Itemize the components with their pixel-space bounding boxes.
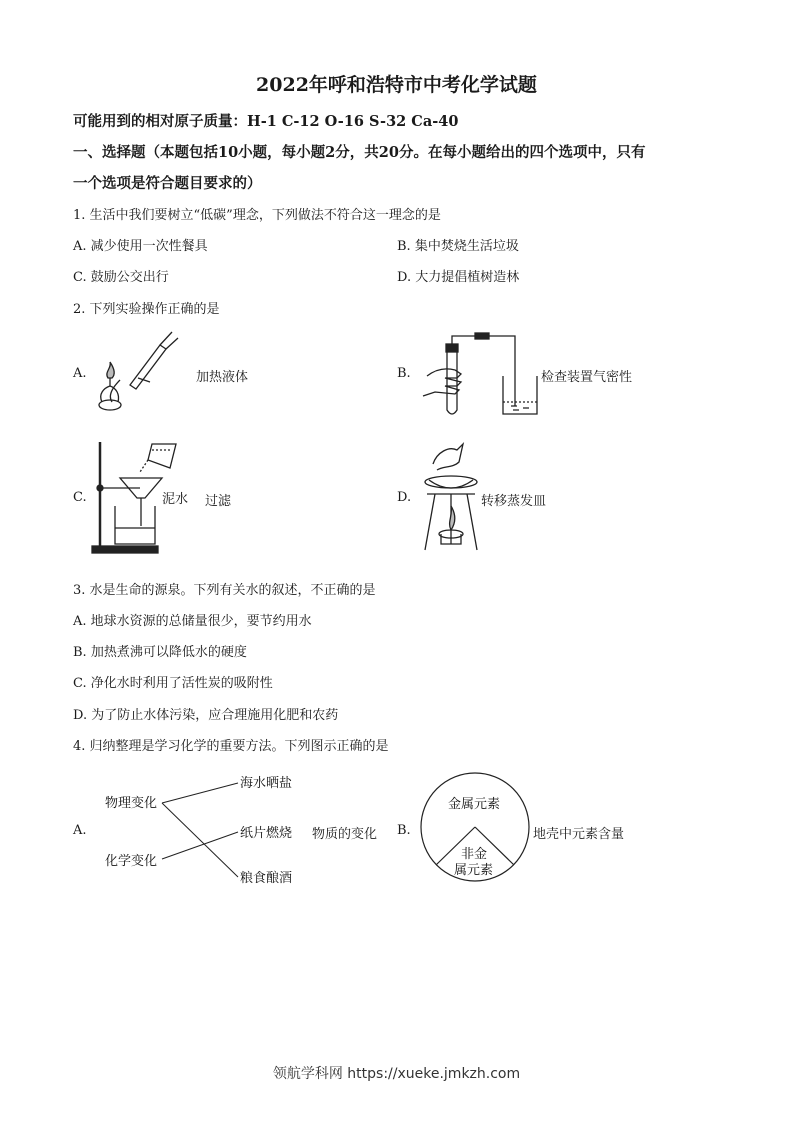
q4-caption-b: 地壳中元素含量 <box>533 827 625 842</box>
grain-brewing-label: 粮食酿酒 <box>240 871 293 886</box>
q3-option-b: B. 加热煮沸可以降低水的硬度 <box>73 645 247 660</box>
q1-option-a: A. 减少使用一次性餐具 <box>73 239 208 254</box>
physical-change-label: 物理变化 <box>105 796 158 811</box>
section-heading-line2: 一个选项是符合题目要求的） <box>73 175 262 192</box>
q2-stem: 2. 下列实验操作正确的是 <box>73 302 220 317</box>
section-heading-line1: 一、选择题（本题包括10小题，每小题2分，共20分。在每小题给出的四个选项中，只有 <box>73 144 646 161</box>
nonmetal-elements-label-line1: 非金 <box>461 847 488 862</box>
q2-caption-b: 检查装置气密性 <box>541 370 633 385</box>
nonmetal-elements-label-line2: 属元素 <box>454 863 494 878</box>
metal-elements-label: 金属元素 <box>448 797 501 812</box>
q2-caption-c: 过滤 <box>205 494 232 509</box>
mud-water-label: 泥水 <box>162 492 189 507</box>
filtration-diagram <box>90 436 200 556</box>
q2-option-d-letter: D. <box>397 490 412 505</box>
paper-burning-label: 纸片燃烧 <box>240 826 293 841</box>
q4-option-b-letter: B. <box>397 823 411 838</box>
q2-option-a-letter: A. <box>73 366 87 381</box>
q4-stem: 4. 归纳整理是学习化学的重要方法。下列图示正确的是 <box>73 739 389 754</box>
q1-option-b: B. 集中焚烧生活垃圾 <box>397 239 519 254</box>
sea-salt-label: 海水晒盐 <box>240 776 293 791</box>
q3-option-a: A. 地球水资源的总储量很少，要节约用水 <box>73 614 312 629</box>
q3-option-d: D. 为了防止水体污染，应合理施用化肥和农药 <box>73 708 339 723</box>
q1-stem: 1. 生活中我们要树立“低碳”理念，下列做法不符合这一理念的是 <box>73 208 441 223</box>
q3-stem: 3. 水是生命的源泉。下列有关水的叙述，不正确的是 <box>73 583 376 598</box>
q1-option-d: D. 大力提倡植树造林 <box>397 270 520 285</box>
q4-caption-a: 物质的变化 <box>312 827 378 842</box>
atomic-masses-line: 可能用到的相对原子质量：H-1 C-12 O-16 S-32 Ca-40 <box>73 113 459 130</box>
chemical-change-label: 化学变化 <box>105 854 158 869</box>
footer-watermark: 领航学科网 https://xueke.jmkzh.com <box>272 1066 521 1082</box>
q1-option-c: C. 鼓励公交出行 <box>73 270 169 285</box>
change-classification-diagram <box>100 765 320 890</box>
q2-caption-d: 转移蒸发皿 <box>481 494 547 509</box>
airtightness-check-diagram <box>415 326 545 421</box>
q4-option-a-letter: A. <box>73 823 87 838</box>
heating-liquid-diagram <box>90 330 200 420</box>
q2-option-b-letter: B. <box>397 366 411 381</box>
crust-element-pie-diagram <box>418 770 538 890</box>
q3-option-c: C. 净化水时利用了活性炭的吸附性 <box>73 676 273 691</box>
q2-option-c-letter: C. <box>73 490 87 505</box>
page-title: 2022年呼和浩特市中考化学试题 <box>256 74 537 96</box>
q2-caption-a: 加热液体 <box>196 370 249 385</box>
